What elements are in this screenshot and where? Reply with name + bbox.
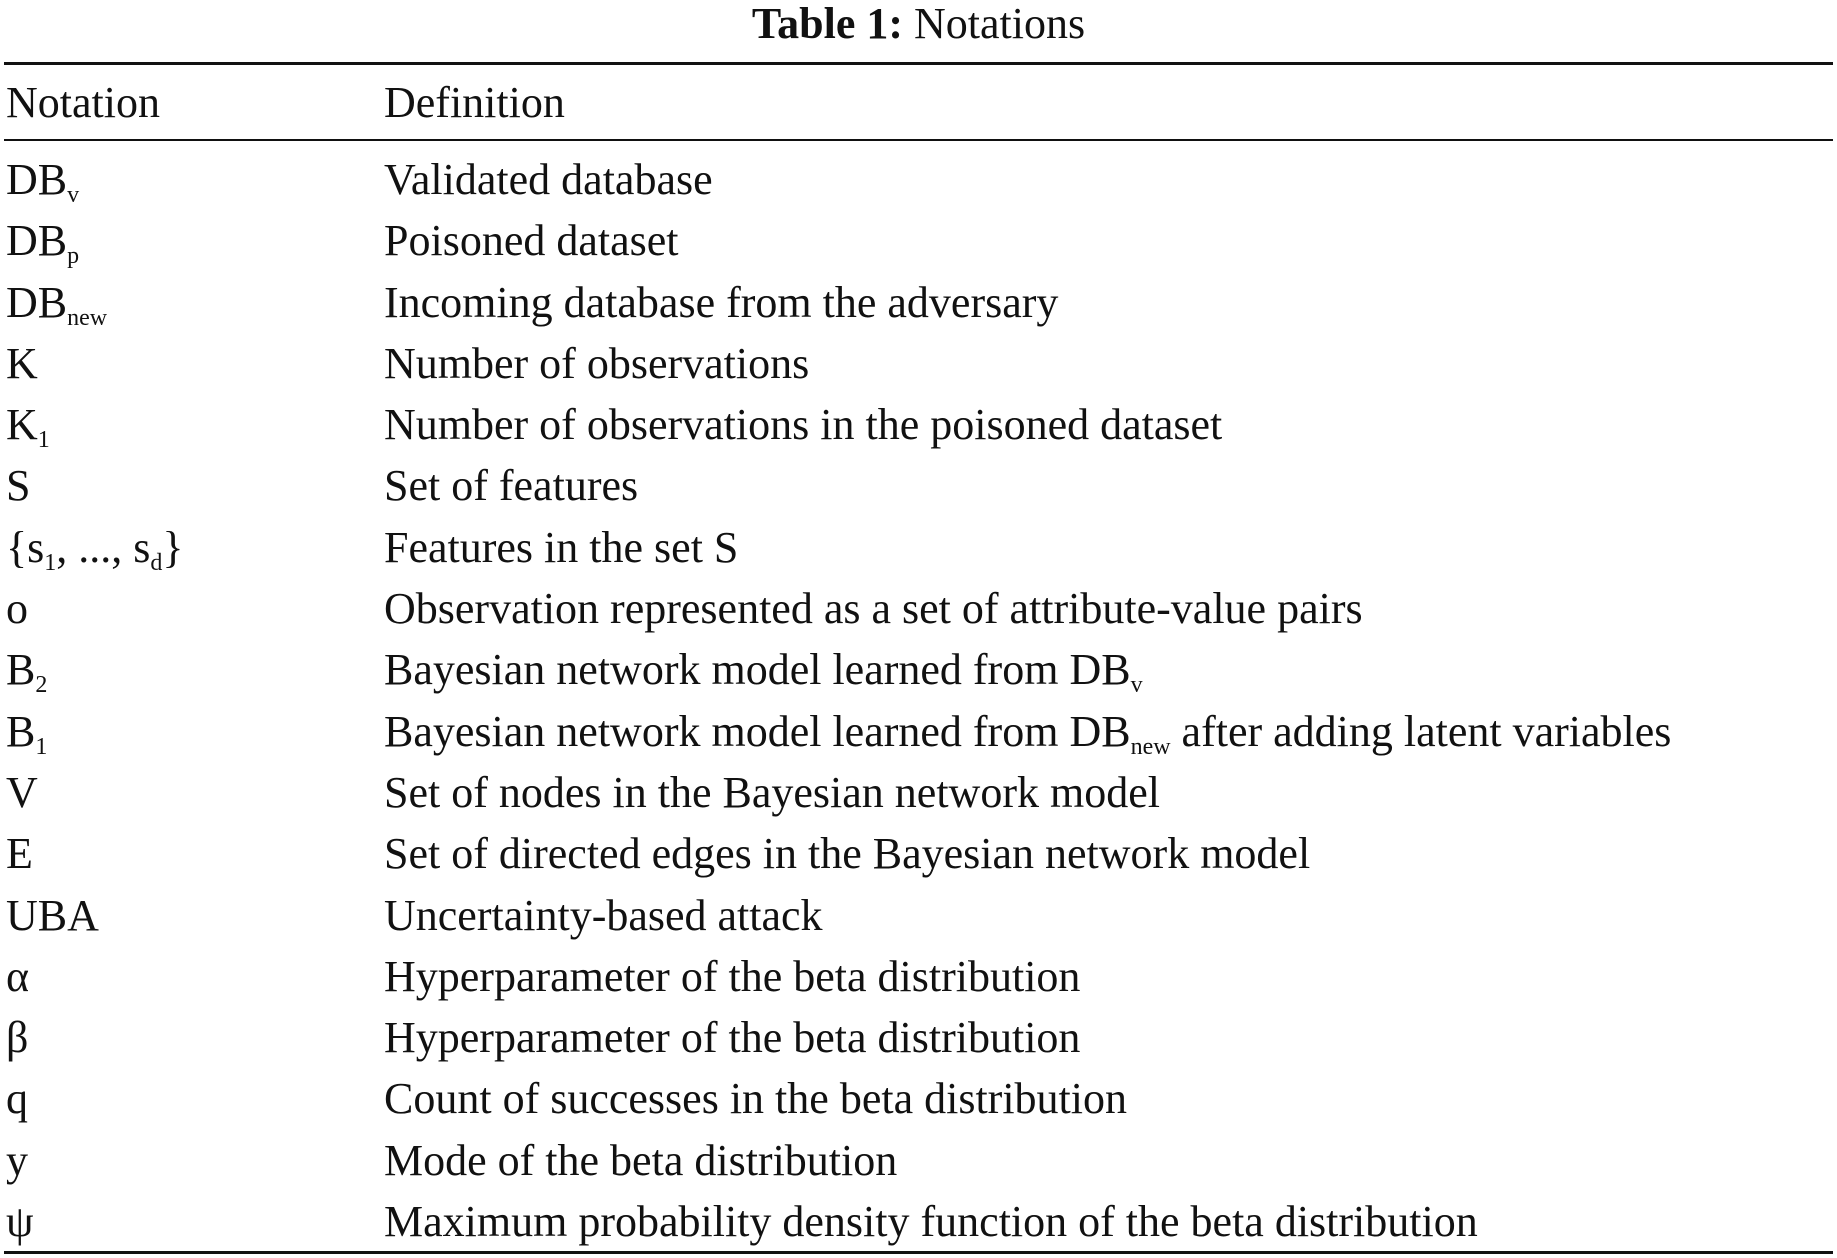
notation-subscript: 1 [37,427,50,454]
definition-subscript: v [1130,672,1143,699]
top-rule [4,62,1833,65]
definition-text: Validated database [384,155,713,204]
notation-symbol: K [6,338,38,388]
table-row [0,946,1837,1007]
notation-cell [6,1007,28,1068]
notation-subscript: v [67,182,80,208]
table-row [0,1068,1837,1129]
table-row [0,333,1837,394]
notation-symbol: q [6,1074,28,1124]
table-row [0,578,1837,639]
notation-subscript: 1 [35,733,48,760]
definition-cell [384,272,1058,333]
definition-text: Hyperparameter of the beta distribution [384,951,1081,1001]
table-row [0,639,1837,700]
definition-text: Count of successes in the beta distribution [384,1074,1127,1124]
notation-symbol: S [6,461,31,511]
table-row [0,394,1837,455]
notation-cell [6,823,33,884]
bottom-rule [4,1251,1833,1254]
notation-cell [6,578,28,639]
table-row [0,823,1837,884]
notation-symbol: B [6,645,36,695]
definition-text: Hyperparameter of the beta distribution [384,1013,1081,1063]
definition-text: Set of directed edges in the Bayesian network model [384,829,1311,879]
table-row [0,1191,1837,1252]
table-row [0,272,1837,333]
notation-cell [6,1068,28,1129]
notation-cell [6,1130,28,1191]
definition-subscript: new [1130,733,1171,760]
table-row [0,762,1837,823]
definition-text: Uncertainty-based attack [384,890,823,940]
notation-symbol: UBA [6,890,99,940]
definition-cell [384,946,1080,1007]
definition-cell [384,1007,1080,1068]
definition-cell [384,455,638,516]
definition-text: Set of features [384,461,639,511]
definition-cell [384,333,809,394]
table-header-row [0,72,1837,134]
notation-symbol: ψ [6,1197,34,1247]
notation-cell [6,885,99,946]
definition-cell [384,578,1363,639]
notation-cell [6,455,30,516]
header-notation: Notation [6,78,160,127]
definition-cell [384,885,823,946]
notation-symbol: E [6,829,33,879]
notation-cell [6,210,79,271]
notation-tail: , ..., s [56,522,151,572]
notation-cell [6,946,29,1007]
definition-text: Mode of the beta distribution [384,1135,898,1185]
header-rule [4,139,1833,141]
notation-cell [6,333,38,394]
definition-cell [384,823,1310,884]
notation-cell [6,762,38,823]
notation-cell [6,394,50,455]
notation-cell [6,149,79,210]
definition-cell [384,639,1143,700]
definition-cell [384,149,713,210]
definition-cell [384,517,738,578]
notation-symbol: {s [6,522,45,572]
notation-symbol: DB [6,155,68,204]
table-row [0,885,1837,946]
definition-text: Poisoned dataset [384,216,679,266]
notation-symbol: o [6,584,28,634]
table-row [0,455,1837,516]
table-body [0,149,1837,1252]
definition-text: Bayesian network model learned from DB [384,645,1131,695]
definition-cell [384,1068,1127,1129]
notation-cell [6,701,47,762]
notation-cell [6,272,107,333]
definition-cell [384,210,679,271]
notation-subscript: new [67,304,108,331]
definition-text: Number of observations [384,338,810,388]
table-row [0,1130,1837,1191]
notation-subscript: 1 [44,549,57,576]
definition-text-tail: after adding latent variables [1170,706,1672,756]
table-caption [0,0,1837,48]
table-row [0,210,1837,271]
notation-subscript: 2 [35,672,48,699]
notation-symbol: DB [6,216,68,266]
definition-cell [384,701,1671,762]
notation-subscript: d [150,549,163,576]
definition-text: Bayesian network model learned from DB [384,706,1131,756]
definition-cell [384,1130,897,1191]
notation-symbol: DB [6,277,68,327]
notation-symbol: B [6,706,36,756]
notation-symbol: y [6,1135,28,1185]
notation-symbol: α [6,951,30,1001]
notation-symbol: V [6,767,38,817]
table-row [0,517,1837,578]
definition-text: Number of observations in the poisoned dataset [384,400,1223,450]
definition-cell [384,1191,1478,1252]
notation-cell [6,517,184,578]
notation-symbol: β [6,1013,29,1063]
caption-label: Table 1: [751,0,904,48]
definition-cell [384,762,1160,823]
notation-cell [6,639,47,700]
table-row [0,149,1837,210]
notation-cell [6,1191,34,1252]
definition-text: Observation represented as a set of attribute-value pairs [384,584,1363,634]
header-definition: Definition [384,78,565,127]
definition-text: Set of nodes in the Bayesian network model [384,767,1160,817]
notation-tail: } [162,522,184,572]
caption-title: Notations [914,0,1086,48]
table-row [0,701,1837,762]
definition-text: Features in the set S [384,522,739,572]
definition-text: Maximum probability density function of the beta distribution [384,1197,1478,1247]
definition-text: Incoming database from the adversary [384,277,1059,327]
notation-subscript: p [67,243,80,270]
notation-symbol: K [6,400,38,450]
definition-cell [384,394,1222,455]
table-row [0,1007,1837,1068]
